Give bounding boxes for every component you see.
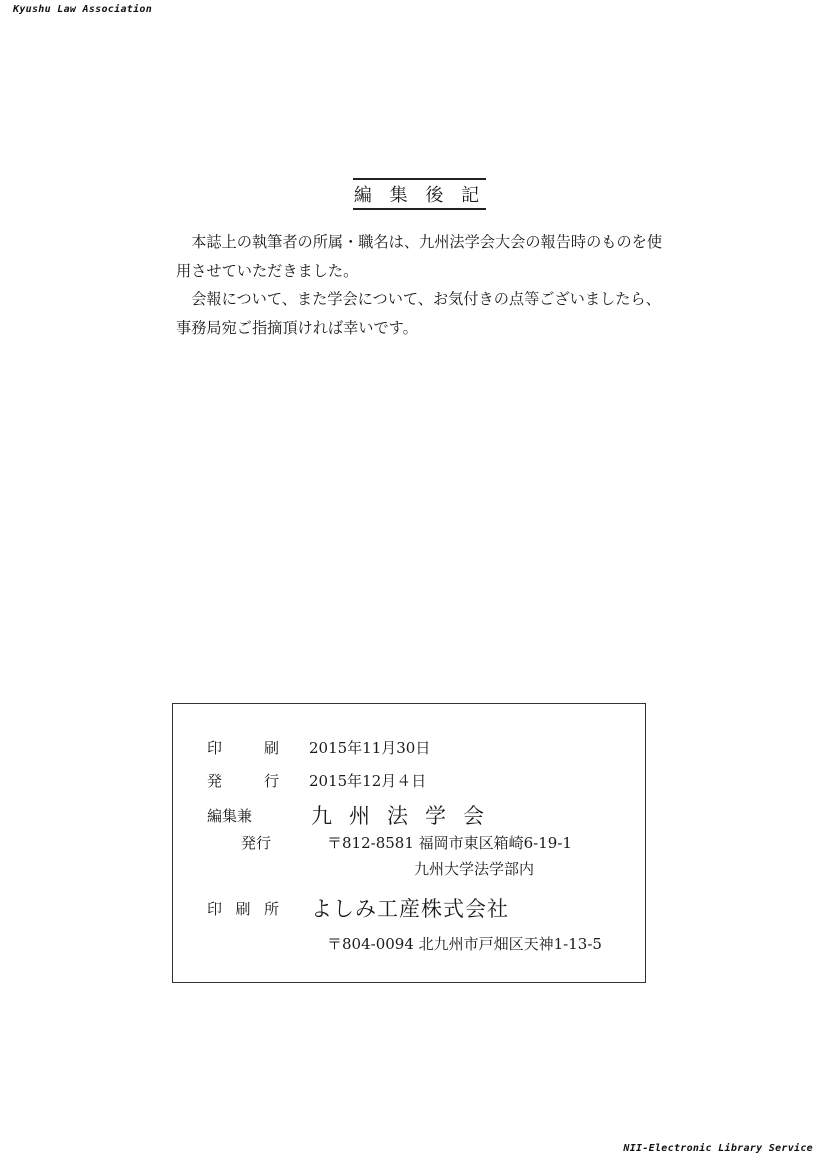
issue-label-char-2: 行 [263,772,279,790]
publisher-address-line1: 〒812-8581 福岡市東区箱崎6-19-1 [327,834,572,852]
printer-label-char-3: 所 [263,900,279,918]
publisher-name: 九州法学会 [311,804,501,828]
page-title: 編 集 後 記 [353,178,486,210]
issue-date-value: 2015年12月４日 [309,772,427,790]
source-header: Kyushu Law Association [13,4,153,15]
editor-label-line2: 発行 [241,834,272,852]
print-label-char-2: 刷 [263,739,279,757]
printer-label [207,898,279,919]
afterword-body [176,228,666,342]
paragraph-1: 本誌上の執筆者の所属・職名は、九州法学会大会の報告時のものを使用させていただきました。 [176,233,662,280]
printer-label-char-1: 印 [207,900,223,918]
print-date-label [207,737,279,758]
service-footer: NII-Electronic Library Service [623,1143,813,1154]
print-date-value: 2015年11月30日 [309,739,431,757]
printer-address: 〒804-0094 北九州市戸畑区天神1-13-5 [327,935,602,953]
paragraph-2: 会報について、また学会について、お気付きの点等ございましたら、事務局宛ご指摘頂ければ幸いです。 [176,290,661,337]
printer-label-char-2: 刷 [235,900,251,918]
publisher-address-line2: 九州大学法学部内 [414,860,535,878]
editor-label-line1: 編集兼 [207,807,253,825]
issue-date-label [207,770,279,791]
colophon-box [172,703,646,983]
print-label-char-1: 印 [207,739,223,757]
issue-label-char-1: 発 [207,772,223,790]
printer-name: よしみ工産株式会社 [311,897,509,921]
